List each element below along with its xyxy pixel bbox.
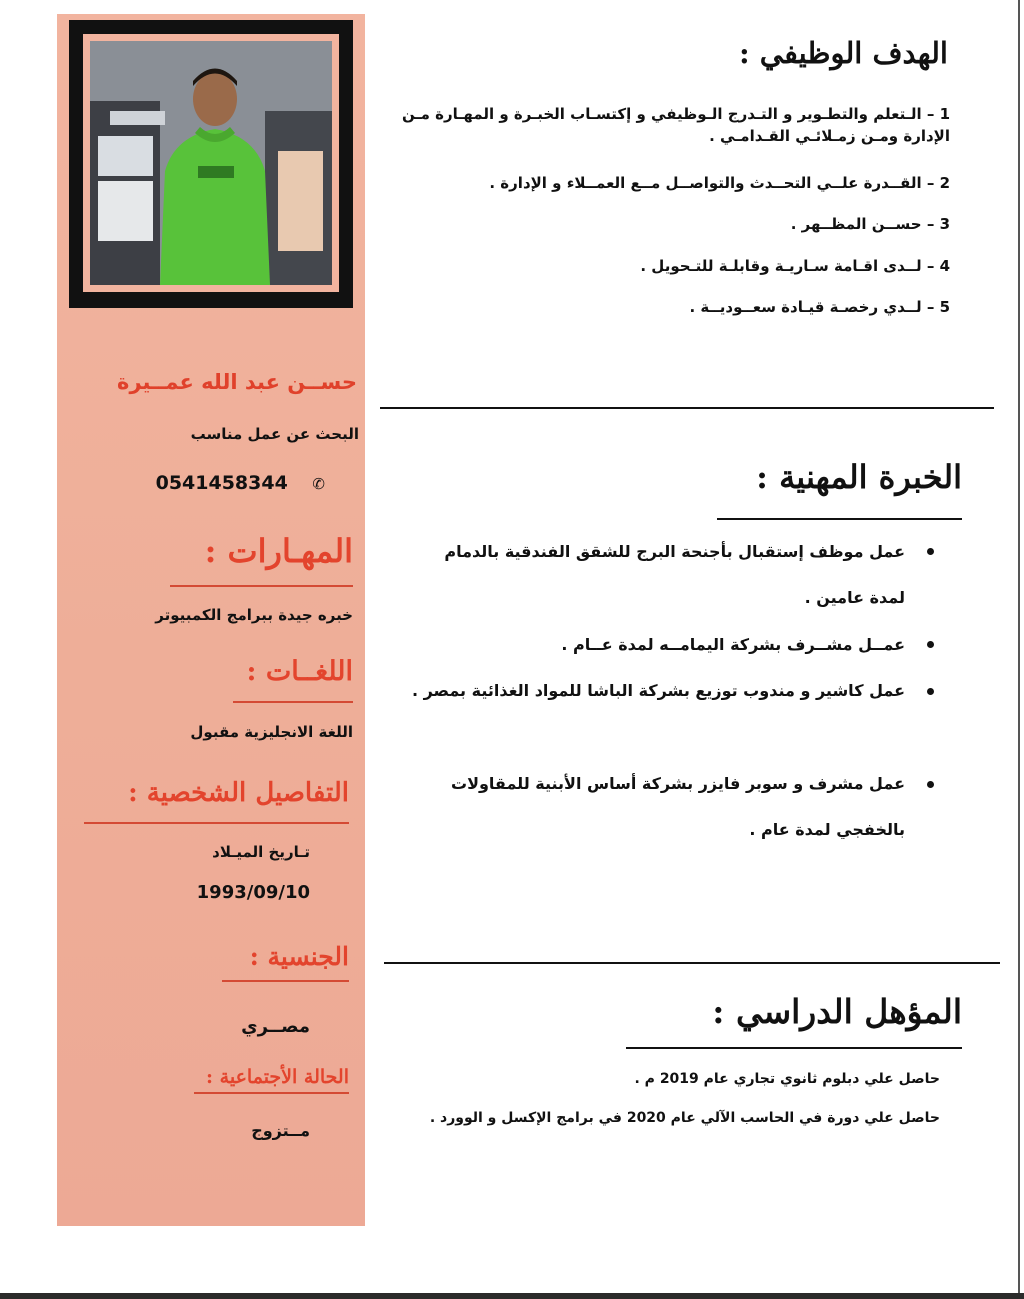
bullet-icon (927, 641, 934, 648)
languages-text: اللغة الانجليزية مقبول (190, 723, 353, 741)
nationality-heading: الجنسية : (249, 942, 349, 971)
nationality-underline (222, 980, 349, 982)
bullet-icon (927, 781, 934, 788)
experience-heading: الخبرة المهنية : (756, 458, 962, 496)
languages-heading: اللغــات : (246, 656, 353, 687)
objective-item: 1 – الـتعلم والتطـوير و التـدرج الـوظيفي و إكتسـاب الخبـرة و المهـارة مـن الإدارة ومـن زمـلائـي القـدامـي . (402, 105, 950, 145)
education-heading: المؤهل الدراسي : (712, 992, 962, 1031)
experience-underline (717, 518, 962, 520)
marital-status-underline (194, 1092, 349, 1094)
phone-icon: ✆ (312, 475, 325, 493)
experience-item: عمل كاشير و مندوب توزيع بشركة الباشا للمواد الغذائية بمصر . (411, 681, 905, 700)
section-divider (380, 407, 994, 409)
experience-item: عمل موظف إستقبال بأجنحة البرج للشقق الفندقية بالدمام لمدة عامين . (444, 542, 905, 607)
birth-date-label: تـاريخ الميـلاد (212, 843, 310, 861)
experience-item: عمــل مشــرف بشركة اليمامــه لمدة عــام . (561, 635, 905, 654)
marital-status-heading: الحالة الأجتماعية : (206, 1066, 349, 1088)
marital-status-value: مــتزوج (251, 1121, 310, 1140)
phone-number: 0541458344 (155, 472, 288, 494)
bullet-icon (927, 548, 934, 555)
objective-heading: الهدف الوظيفي : (739, 36, 948, 70)
profile-photo (90, 41, 332, 285)
skills-text: خبره جيدة ببرامج الكمبيوتر (155, 606, 353, 624)
education-underline (626, 1047, 962, 1049)
skills-underline (170, 585, 353, 587)
candidate-name: حســن عبد الله عمــيرة (117, 370, 357, 394)
objective-item: 5 – لــدي رخصـة قيـادة سعــوديــة . (689, 298, 950, 316)
education-item: حاصل علي دبلوم ثانوي تجاري عام 2019 م . (634, 1071, 940, 1087)
skills-heading: المهـارات : (204, 532, 353, 570)
objective-item: 4 – لــدى اقـامة سـاريـة وقابلـة للتـحويل . (640, 257, 950, 275)
languages-underline (233, 701, 353, 703)
section-divider (384, 962, 1000, 964)
phone-row (156, 472, 325, 494)
personal-details-underline (84, 822, 349, 824)
job-status: البحث عن عمل مناسب (190, 425, 359, 443)
personal-details-heading: التفاصيل الشخصية : (128, 778, 349, 808)
person-photo-illustration (90, 41, 332, 285)
objective-item: 2 – القــدرة علــي التحــدث والتواصــل مــع العمــلاء و الإدارة . (489, 174, 950, 192)
birth-date-value: 1993/09/10 (196, 882, 310, 903)
bullet-icon (927, 688, 934, 695)
main-content (380, 0, 1000, 1299)
profile-photo-frame (69, 20, 353, 308)
education-item: حاصل علي دورة في الحاسب الآلي عام 2020 في برامج الإكسل و الوورد . (429, 1110, 940, 1126)
sidebar (57, 14, 365, 1226)
nationality-value: مصــري (241, 1016, 310, 1037)
page-edge-right (1018, 0, 1020, 1299)
experience-item: عمل مشرف و سوبر فايزر بشركة أساس الأبنية للمقاولات بالخفجي لمدة عام . (450, 774, 905, 839)
objective-item: 3 – حســن المظــهر . (790, 215, 950, 233)
